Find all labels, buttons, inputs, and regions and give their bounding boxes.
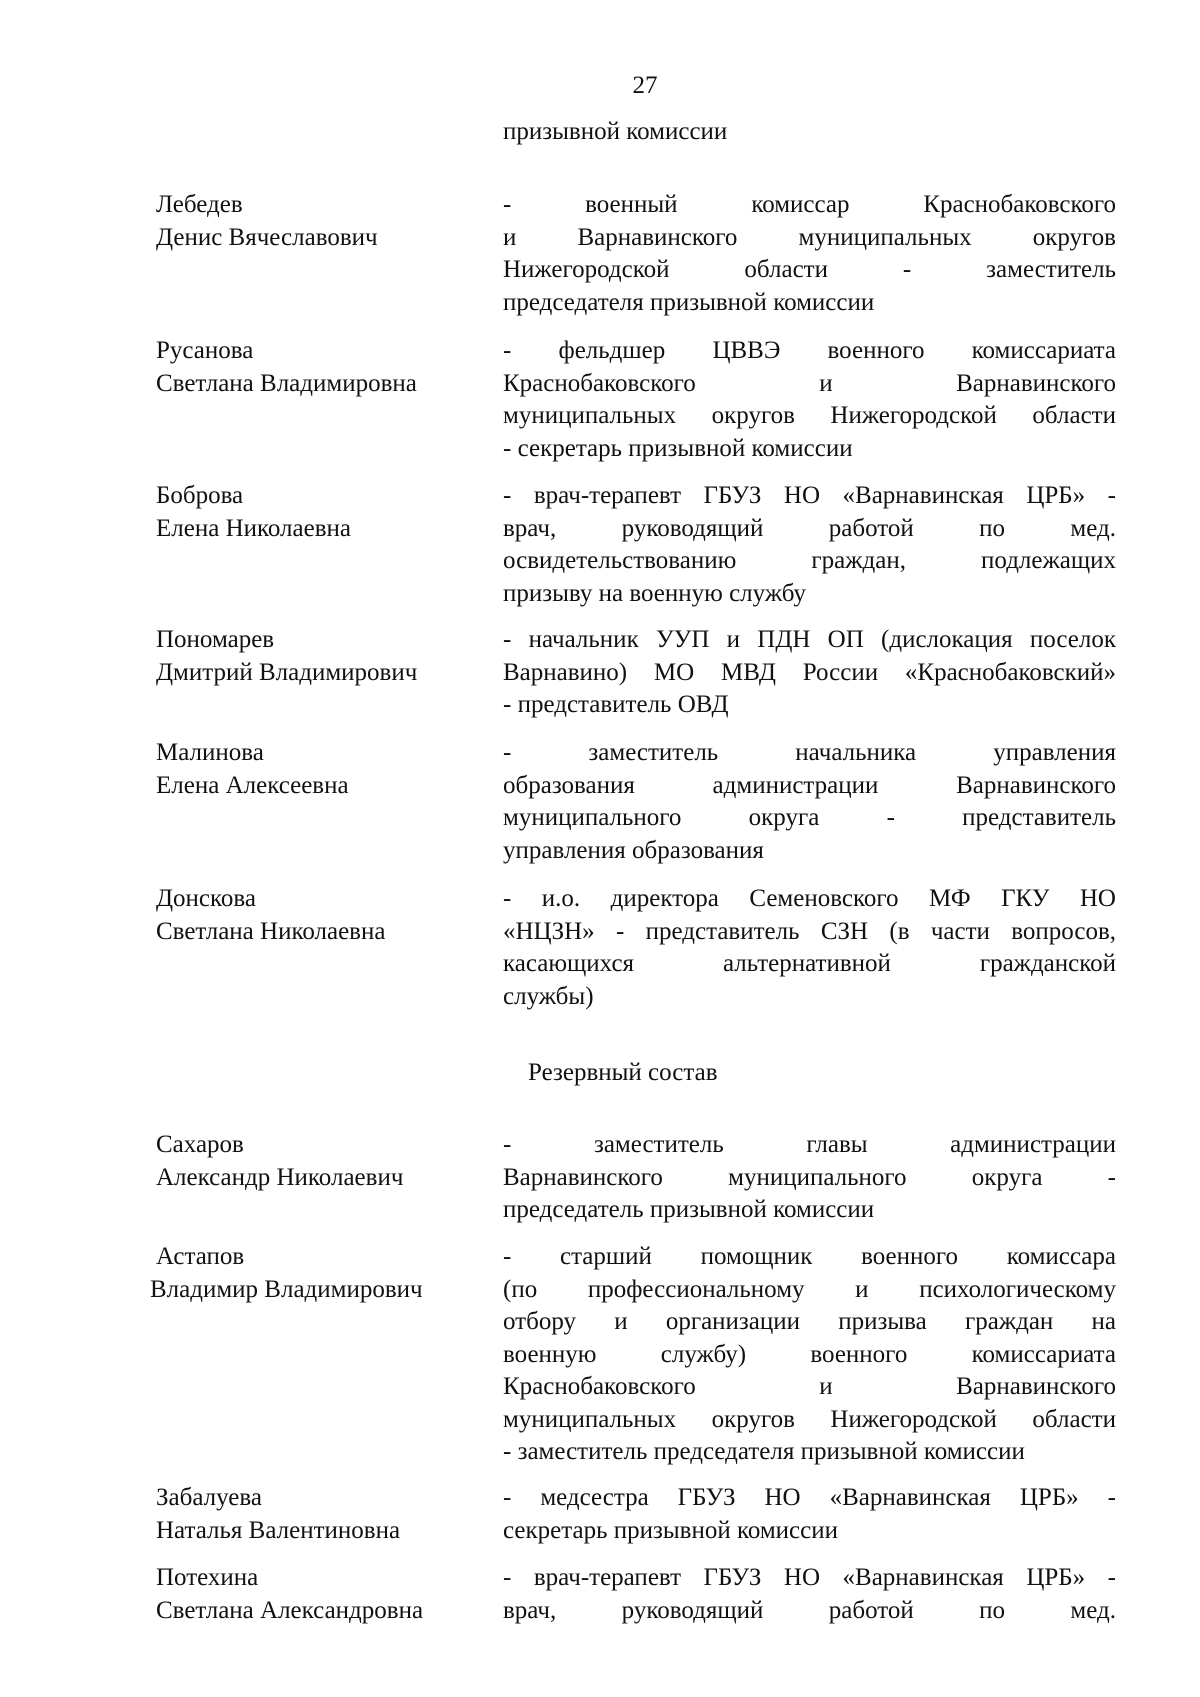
description-line: - врач-терапевт ГБУЗ НО «Варнавинская ЦРБ» - bbox=[503, 482, 1116, 509]
member-given-names: Светлана Николаевна bbox=[156, 917, 386, 945]
description-line: службы) bbox=[503, 982, 594, 1010]
member-given-names: Елена Алексеевна bbox=[156, 771, 349, 799]
member-surname: Забалуева bbox=[156, 1484, 262, 1511]
description-line: - заместитель начальника управления bbox=[503, 739, 1116, 766]
description-line: - заместитель председателя призывной комиссии bbox=[503, 1438, 1025, 1465]
member-name bbox=[156, 335, 476, 400]
description-line: и Варнавинского муниципальных округов bbox=[503, 223, 1116, 251]
description-line: - старший помощник военного комиссара bbox=[503, 1243, 1116, 1270]
member-description bbox=[503, 1482, 1116, 1547]
description-line: - начальник УУП и ПДН ОП (дислокация поселок bbox=[503, 626, 1116, 653]
description-line: отбору и организации призыва граждан на bbox=[503, 1308, 1116, 1335]
member-description bbox=[503, 1241, 1116, 1469]
member-name bbox=[156, 624, 476, 689]
member-surname: Сахаров bbox=[156, 1131, 244, 1158]
member-description bbox=[503, 624, 1116, 722]
member-surname: Русанова bbox=[156, 337, 254, 364]
description-line: - военный комиссар Краснобаковского bbox=[503, 191, 1116, 218]
description-line: председателя призывной комиссии bbox=[503, 288, 875, 316]
member-given-names: Владимир Владимирович bbox=[150, 1275, 423, 1303]
member-given-names: Дмитрий Владимирович bbox=[156, 658, 418, 686]
member-name bbox=[156, 737, 476, 802]
member-surname: Пономарев bbox=[156, 626, 275, 653]
member-surname: Лебедев bbox=[156, 191, 243, 218]
description-line: Нижегородской области - заместитель bbox=[503, 256, 1116, 283]
member-description bbox=[503, 883, 1116, 1013]
description-line: председатель призывной комиссии bbox=[503, 1196, 875, 1223]
description-line: Краснобаковского и Варнавинского bbox=[503, 1373, 1116, 1400]
description-line: - врач-терапевт ГБУЗ НО «Варнавинская ЦРБ» - bbox=[503, 1564, 1116, 1591]
description-line: - секретарь призывной комиссии bbox=[503, 434, 853, 462]
member-given-names: Светлана Александровна bbox=[156, 1596, 424, 1624]
description-line: Варнавинского муниципального округа - bbox=[503, 1163, 1116, 1191]
description-line: (по профессиональному и психологическому bbox=[503, 1275, 1116, 1303]
description-line: - представитель ОВД bbox=[503, 691, 729, 718]
description-line: призыву на военную службу bbox=[503, 579, 807, 607]
description-line: Краснобаковского и Варнавинского bbox=[503, 369, 1116, 397]
member-surname: Малинова bbox=[156, 739, 264, 766]
member-name bbox=[156, 480, 476, 545]
member-description bbox=[503, 335, 1116, 465]
member-surname: Потехина bbox=[156, 1564, 259, 1591]
member-name bbox=[156, 1129, 476, 1194]
description-line: - фельдшер ЦВВЭ военного комиссариата bbox=[503, 337, 1116, 364]
member-given-names: Денис Вячеславович bbox=[156, 223, 378, 251]
member-name bbox=[156, 189, 476, 254]
member-description bbox=[503, 1562, 1116, 1627]
member-description bbox=[503, 737, 1116, 867]
member-given-names: Наталья Валентиновна bbox=[156, 1516, 401, 1544]
description-line: касающихся альтернативной гражданской bbox=[503, 950, 1116, 977]
description-line: врач, руководящий работой по мед. bbox=[503, 514, 1116, 542]
description-line: муниципального округа - представитель bbox=[503, 804, 1116, 831]
member-given-names: Александр Николаевич bbox=[156, 1163, 404, 1191]
member-surname: Донскова bbox=[156, 885, 256, 912]
member-surname: Боброва bbox=[156, 482, 244, 509]
description-line: Варнавино) МО МВД России «Краснобаковский» bbox=[503, 658, 1116, 686]
description-line: военную службу) военного комиссариата bbox=[503, 1340, 1116, 1368]
member-name bbox=[156, 883, 476, 948]
member-description bbox=[503, 1129, 1116, 1227]
member-surname: Астапов bbox=[156, 1243, 245, 1270]
member-description bbox=[503, 189, 1116, 319]
member-name bbox=[156, 1562, 476, 1627]
description-line: «НЦЗН» - представитель СЗН (в части вопросов, bbox=[503, 917, 1116, 945]
page-number: 27 bbox=[632, 72, 658, 99]
description-line: врач, руководящий работой по мед. bbox=[503, 1596, 1116, 1624]
description-line: - и.о. директора Семеновского МФ ГКУ НО bbox=[503, 885, 1116, 912]
description-line: освидетельствованию граждан, подлежащих bbox=[503, 547, 1116, 574]
description-line: муниципальных округов Нижегородской области bbox=[503, 1405, 1116, 1433]
description-line: муниципальных округов Нижегородской области bbox=[503, 402, 1116, 429]
description-line: - медсестра ГБУЗ НО «Варнавинская ЦРБ» - bbox=[503, 1484, 1116, 1511]
continued-heading: призывной комиссии bbox=[503, 118, 728, 145]
section-title-reserve: Резервный состав bbox=[528, 1059, 718, 1086]
description-line: секретарь призывной комиссии bbox=[503, 1516, 839, 1544]
member-given-names: Светлана Владимировна bbox=[156, 369, 417, 397]
description-line: - заместитель главы администрации bbox=[503, 1131, 1116, 1158]
member-given-names: Елена Николаевна bbox=[156, 514, 351, 542]
member-name bbox=[156, 1482, 476, 1547]
member-description bbox=[503, 480, 1116, 610]
description-line: образования администрации Варнавинского bbox=[503, 771, 1116, 799]
member-name bbox=[150, 1241, 476, 1306]
description-line: управления образования bbox=[503, 836, 764, 864]
